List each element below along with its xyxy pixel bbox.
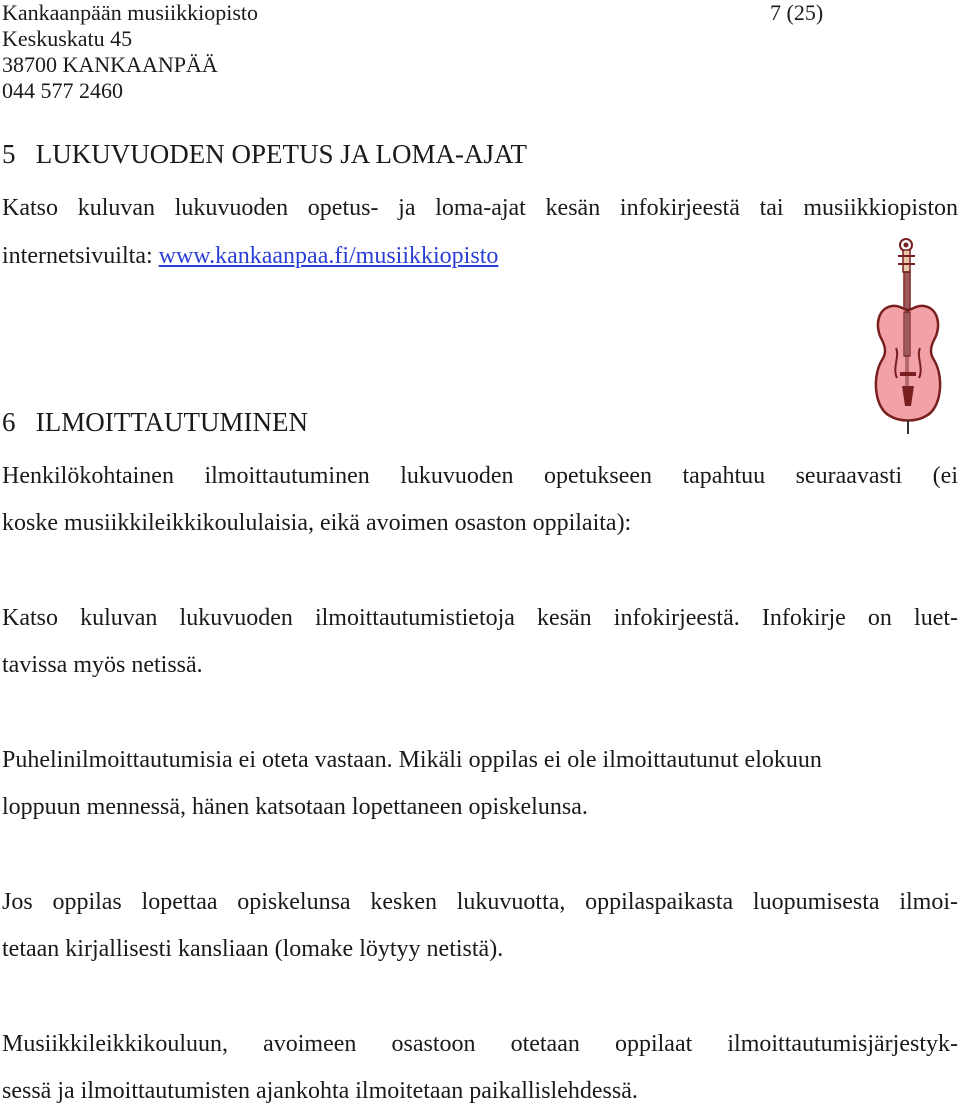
section-6-heading: 6 ILMOITTAUTUMINEN (2, 407, 309, 437)
org-name: Kankaanpään musiikkiopisto (2, 0, 259, 25)
paragraph-1-line-2: koske musiikkileikkikoululaisia, eikä avoimen osaston oppilaita): (2, 510, 632, 536)
paragraph-5-line-2: sessä ja ilmoittautumisten ajankohta ilmoitetaan paikallislehdessä. (2, 1078, 638, 1104)
paragraph-5-line-1: Musiikkileikkikouluun, avoimeen osastoon otetaan oppilaat ilmoittautumisjärjestyk- (2, 1031, 958, 1057)
section-5-heading: 5 LUKUVUODEN OPETUS JA LOMA-AJAT (2, 139, 527, 169)
street-address: Keskuskatu 45 (2, 26, 133, 51)
paragraph-2-line-2: tavissa myös netissä. (2, 652, 203, 678)
section-5-line-2 (2, 241, 498, 271)
paragraph-4-line-1: Jos oppilas lopettaa opiskelunsa kesken lukuvuotta, oppilaspaikasta luopumisesta ilmoi- (2, 889, 958, 915)
paragraph-4-line-2: tetaan kirjallisesti kansliaan (lomake löytyy netistä). (2, 936, 504, 962)
website-link[interactable]: www.kankaanpaa.fi/musiikkiopisto (158, 243, 499, 269)
phone-number: 044 577 2460 (2, 78, 123, 103)
paragraph-3-line-1: Puhelinilmoittautumisia ei oteta vastaan. Mikäli oppilas ei ole ilmoittautunut elokuun (2, 747, 822, 773)
paragraph-1-line-1: Henkilökohtainen ilmoittautuminen lukuvuoden opetukseen tapahtuu seuraavasti (ei (2, 463, 958, 489)
paragraph-3-line-2: loppuun mennessä, hänen katsotaan lopettaneen opiskelunsa. (2, 794, 588, 820)
page-number: 7 (25) (770, 0, 824, 25)
postal-address: 38700 KANKAANPÄÄ (2, 52, 218, 77)
paragraph-2-line-1: Katso kuluvan lukuvuoden ilmoittautumistietoja kesän infokirjeestä. Infokirje on luet- (2, 605, 958, 631)
section-5-line-2-prefix: internetsivuilta: (2, 243, 159, 269)
section-5-line-1: Katso kuluvan lukuvuoden opetus- ja loma-ajat kesän infokirjeestä tai musiikkiopiston (2, 195, 958, 221)
cello-icon (870, 236, 946, 434)
